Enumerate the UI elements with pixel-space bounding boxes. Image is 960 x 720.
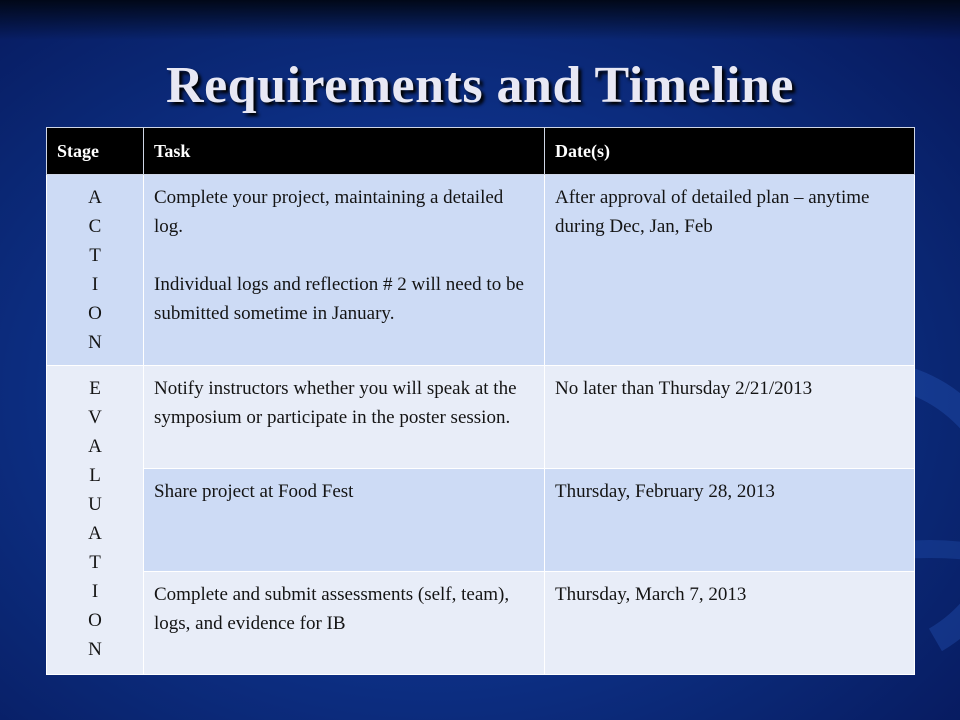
table-row	[47, 366, 915, 469]
stage-letter: T	[89, 552, 101, 573]
stage-letter: O	[88, 303, 102, 324]
table-header-row	[47, 128, 915, 175]
task-cell	[144, 175, 545, 366]
stage-letter: I	[91, 581, 99, 602]
date-cell: Thursday, March 7, 2013	[545, 572, 915, 675]
header-dates: Date(s)	[545, 128, 915, 175]
stage-letter: U	[88, 494, 102, 515]
task-text: Complete your project, maintaining a detailed log.	[154, 187, 504, 237]
header-stage: Stage	[47, 128, 144, 175]
stage-letter: T	[89, 245, 101, 266]
date-cell: Thursday, February 28, 2013	[545, 469, 915, 572]
stage-letter: O	[88, 610, 102, 631]
date-cell: No later than Thursday 2/21/2013	[545, 366, 915, 469]
stage-letter: N	[88, 639, 102, 660]
stage-action	[47, 175, 144, 366]
date-cell: After approval of detailed plan – anytime during Dec, Jan, Feb	[545, 175, 915, 366]
stage-letter: A	[88, 436, 102, 457]
task-cell: Complete and submit assessments (self, team), logs, and evidence for IB	[144, 572, 545, 675]
stage-letter: C	[88, 216, 102, 237]
stage-letter: A	[88, 523, 102, 544]
stage-letter: V	[88, 407, 102, 428]
table-row-action	[47, 175, 915, 366]
table-row	[47, 469, 915, 572]
stage-letter: L	[89, 465, 101, 486]
stage-evaluation	[47, 366, 144, 675]
stage-letter: N	[88, 332, 102, 353]
task-text: Individual logs and reflection # 2 will need to be submitted sometime in January.	[154, 274, 524, 324]
task-cell: Share project at Food Fest	[144, 469, 545, 572]
stage-letter: I	[91, 274, 99, 295]
table-row	[47, 572, 915, 675]
timeline-table	[46, 127, 915, 675]
stage-letter: E	[89, 378, 101, 399]
header-task: Task	[144, 128, 545, 175]
top-dark-band	[0, 0, 960, 40]
slide-title: Requirements and Timeline	[166, 57, 794, 114]
task-cell: Notify instructors whether you will speak at the symposium or participate in the poster session.	[144, 366, 545, 469]
stage-letter: A	[88, 187, 102, 208]
